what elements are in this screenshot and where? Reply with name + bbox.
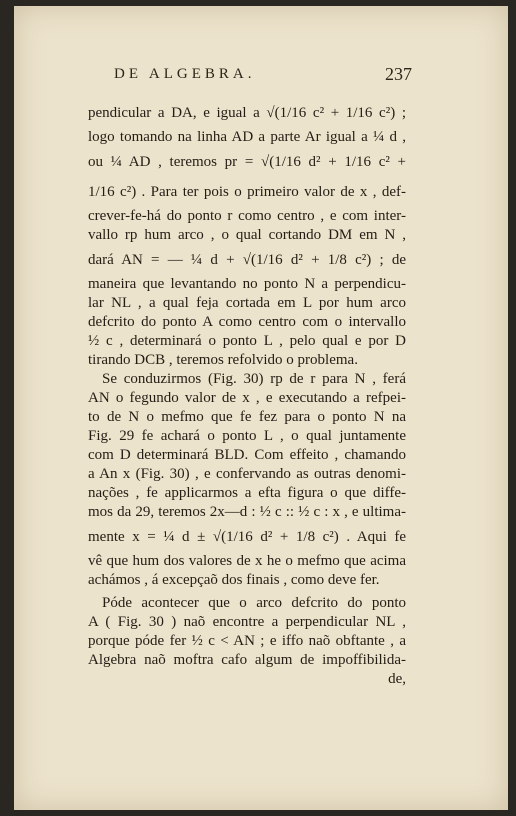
text-line: to de N o mefmo que fe fez para o ponto N na <box>88 409 406 425</box>
text-line: maneira que levantando no ponto N a perpendicu- <box>88 276 406 292</box>
text-line: mente x = ¼ d ± √(1/16 d² + 1/8 c²) . Aqui fe <box>88 529 406 545</box>
book-page <box>14 6 508 810</box>
text-line: a An x (Fig. 30) , e confervando as outras denomi- <box>88 466 406 482</box>
page-number: 237 <box>385 64 412 84</box>
text-line: AN o fegundo valor de x , e executando a refpei- <box>88 390 406 406</box>
page-header <box>114 64 414 88</box>
text-line: dará AN = — ¼ d + √(1/16 d² + 1/8 c²) ; de <box>88 252 406 268</box>
text-line: vallo rp hum arco , o qual cortando DM em N , <box>88 227 406 243</box>
text-line: mos da 29, teremos 2x—d : ½ c :: ½ c : x , e ultima- <box>88 504 406 520</box>
text-line: lar NL , a qual feja cortada em L por hum arco <box>88 295 406 311</box>
text-line: crever-fe-há do ponto r como centro , e com inter- <box>88 208 406 224</box>
running-title: DE ALGEBRA. <box>114 66 256 82</box>
text-line: A ( Fig. 30 ) naõ encontre a perpendicular NL , <box>88 614 406 630</box>
text-line: tirando DCB , teremos refolvido o problema. <box>88 352 358 368</box>
text-line: nações , fe applicarmos a efta figura o que diffe- <box>88 485 406 501</box>
text-line: de, <box>388 671 406 687</box>
text-line: vê que hum dos valores de x he o mefmo que acima <box>88 553 406 569</box>
body-text <box>88 98 406 689</box>
text-line: logo tomando na linha AD a parte Ar igual a ¼ d , <box>88 129 406 145</box>
text-line: ou ¼ AD , teremos pr = √(1/16 d² + 1/16 c² + <box>88 154 406 170</box>
text-line: pendicular a DA, e igual a √(1/16 c² + 1/16 c²) ; <box>88 105 406 121</box>
text-line: Fig. 29 fe achará o ponto L , o qual juntamente <box>88 428 406 444</box>
text-line: 1/16 c²) . Para ter pois o primeiro valor de x , def- <box>88 184 406 200</box>
text-line: porque póde fer ½ c < AN ; e iffo naõ obftante , a <box>88 633 406 649</box>
text-line: ½ c , determinará o ponto L , pelo qual e por D <box>88 333 406 349</box>
text-line: Algebra naõ moftra cafo algum de impoffibilida- <box>88 652 406 668</box>
text-line: Póde acontecer que o arco defcrito do ponto <box>102 595 406 611</box>
text-line: com D determinará BLD. Com effeito , chamando <box>88 447 406 463</box>
text-line: achámos , á excepçaõ dos finais , como deve fer. <box>88 572 380 588</box>
text-line: Se conduzirmos (Fig. 30) rp de r para N , ferá <box>102 371 406 387</box>
text-line: defcrito do ponto A como centro com o intervallo <box>88 314 406 330</box>
